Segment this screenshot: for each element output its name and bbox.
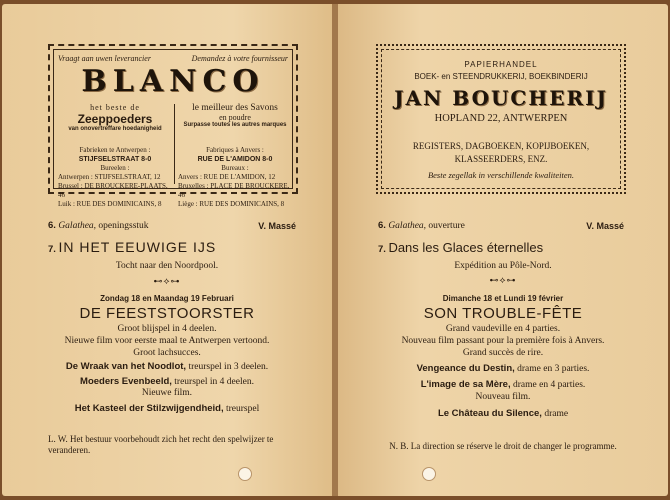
ad-address: HOPLAND 22, ANTWERPEN bbox=[434, 113, 568, 124]
film2-description: treurspel in 4 deelen. bbox=[174, 377, 254, 387]
feature-line-3: Grand succès de rire. bbox=[462, 348, 544, 358]
film-2 bbox=[338, 379, 668, 390]
program-item-7 bbox=[378, 240, 543, 255]
ornament-divider: ⊷⟡⊶ bbox=[153, 276, 181, 286]
film3-description: treurspel bbox=[226, 404, 260, 414]
punch-hole bbox=[238, 467, 252, 481]
ad-top-left-text: Vraagt aan uwen leverancier bbox=[58, 54, 151, 63]
program-item-7 bbox=[48, 239, 216, 255]
fr-addr1: RUE DE L'AMIDON 8-0 bbox=[197, 156, 273, 163]
item6-composer: V. Massé bbox=[258, 221, 296, 231]
film2-description: drame en 4 parties. bbox=[513, 380, 586, 390]
item6-description: openingsstuk bbox=[98, 221, 149, 231]
item6-title: Galathea, bbox=[58, 221, 97, 231]
fr-sub1: le meilleur des Savons bbox=[192, 103, 278, 113]
film-2 bbox=[2, 376, 332, 387]
nl-sub3: van onovertreffare hoedanigheid bbox=[68, 126, 162, 132]
nl-addr2: Antwerpen : STIJFSELSTRAAT, 12 bbox=[58, 173, 161, 181]
item6-description: ouverture bbox=[428, 221, 465, 231]
item6-number: 6. bbox=[48, 220, 56, 231]
nl-sub1: het beste de bbox=[90, 103, 140, 112]
ad-line-2: BOEK- en STEENDRUKKERIJ, BOEKBINDERIJ bbox=[414, 72, 588, 81]
boucherij-advertisement bbox=[376, 44, 626, 194]
feature-line-2: Nieuwe film voor eerste maal te Antwerpen vertoond. bbox=[64, 336, 270, 346]
boucherij-brand: JAN BOUCHERIJ bbox=[394, 86, 608, 110]
program-item-6 bbox=[48, 220, 149, 231]
film3-title: Het Kasteel der Stilzwijgendheid, bbox=[74, 403, 224, 414]
fr-sub3: Surpasse toutes les autres marques bbox=[183, 122, 287, 128]
film-3 bbox=[338, 408, 668, 419]
blanco-brand: BLANCO bbox=[81, 64, 265, 99]
item6-number: 6. bbox=[378, 220, 386, 231]
blanco-advertisement bbox=[48, 44, 298, 208]
ad-top-right-text: Demandez à votre fournisseur bbox=[191, 54, 288, 63]
ad-divider bbox=[174, 104, 175, 184]
film1-title: Vengeance du Destin, bbox=[416, 363, 515, 374]
feature-line-2: Nouveau film passant pour la première fois à Anvers. bbox=[401, 336, 605, 346]
show-dates: Zondag 18 en Maandag 19 Februari bbox=[100, 294, 234, 303]
film2-title: L'image de sa Mère, bbox=[420, 379, 511, 390]
fr-addr-head: Fabriques à Anvers : bbox=[206, 146, 264, 154]
feature-line-1: Groot blijspel in 4 deelen. bbox=[117, 324, 217, 334]
nl-addr4: Luik : RUE DES DOMINICAINS, 8 bbox=[58, 200, 162, 208]
ad-services-2: KLASSEERDERS, ENZ. bbox=[454, 154, 548, 164]
film1-description: treurspel in 3 deelen. bbox=[188, 362, 269, 372]
film2-note: Nouveau film. bbox=[475, 392, 531, 402]
film1-title: De Wraak van het Noodlot, bbox=[65, 361, 187, 372]
item7-subtitle: Expédition au Pôle-Nord. bbox=[454, 261, 552, 271]
film2-note: Nieuwe film. bbox=[141, 388, 193, 398]
film1-description: drame en 3 parties. bbox=[517, 364, 590, 374]
ad-line-1: PAPIERHANDEL bbox=[464, 60, 538, 69]
fr-addr4: Liège : RUE DES DOMINICAINS, 8 bbox=[178, 200, 285, 208]
nl-office-head: Bureelen : bbox=[100, 164, 130, 172]
program-item-6 bbox=[378, 220, 465, 231]
item7-title: Dans les Glaces éternelles bbox=[388, 240, 544, 255]
film-3 bbox=[2, 403, 332, 414]
film-1 bbox=[2, 361, 332, 372]
item7-title: IN HET EEUWIGE IJS bbox=[58, 239, 217, 255]
punch-hole bbox=[422, 467, 436, 481]
ad-slogan: Beste zegellak in verschillende kwaliteiten. bbox=[427, 170, 575, 180]
item6-title: Galathea, bbox=[388, 221, 427, 231]
nl-addr-head: Fabrieken te Antwerpen : bbox=[79, 146, 151, 154]
fr-sub2: en poudre bbox=[219, 113, 251, 122]
right-page bbox=[338, 4, 668, 496]
film-1 bbox=[338, 363, 668, 374]
feature-line-1: Grand vaudeville en 4 parties. bbox=[445, 324, 561, 334]
nl-addr3: Brussel : DE BROUCKERE-PLAATS, 46 bbox=[58, 182, 168, 199]
nl-sub2: Zeeppoeders bbox=[77, 112, 153, 126]
feature-line-3: Groot lachsucces. bbox=[133, 348, 201, 358]
ad-services-1: REGISTERS, DAGBOEKEN, KOPIJBOEKEN, bbox=[412, 141, 590, 151]
film3-description: drame bbox=[544, 409, 569, 419]
fr-addr2: Anvers : RUE DE L'AMIDON, 12 bbox=[178, 173, 276, 181]
item7-number: 7. bbox=[48, 244, 56, 255]
fr-office-head: Bureaux : bbox=[221, 164, 249, 172]
item7-number: 7. bbox=[378, 244, 386, 255]
film2-title: Moeders Evenbeeld, bbox=[80, 376, 172, 387]
footer-note: N. B. La direction se réserve le droit de changer le programme. bbox=[389, 441, 617, 451]
item7-subtitle: Tocht naar den Noordpool. bbox=[115, 261, 219, 271]
footer-note: L. W. Het bestuur voorbehoudt zich het recht den spelwijzer te veranderen. bbox=[48, 434, 274, 455]
film3-title: Le Château du Silence, bbox=[437, 408, 542, 419]
ornament-divider: ⊷⟡⊶ bbox=[489, 275, 517, 285]
feature-title: SON TROUBLE-FÊTE bbox=[423, 305, 583, 322]
left-page bbox=[2, 4, 332, 496]
fr-addr3: Bruxelles : PLACE DE BROUCKERE, 46 bbox=[178, 182, 290, 199]
show-dates: Dimanche 18 et Lundi 19 février bbox=[442, 294, 564, 303]
nl-addr1: STIJFSELSTRAAT 8-0 bbox=[78, 156, 152, 163]
feature-title: DE FEESTSTOORSTER bbox=[79, 305, 255, 322]
item6-composer: V. Massé bbox=[586, 221, 624, 231]
